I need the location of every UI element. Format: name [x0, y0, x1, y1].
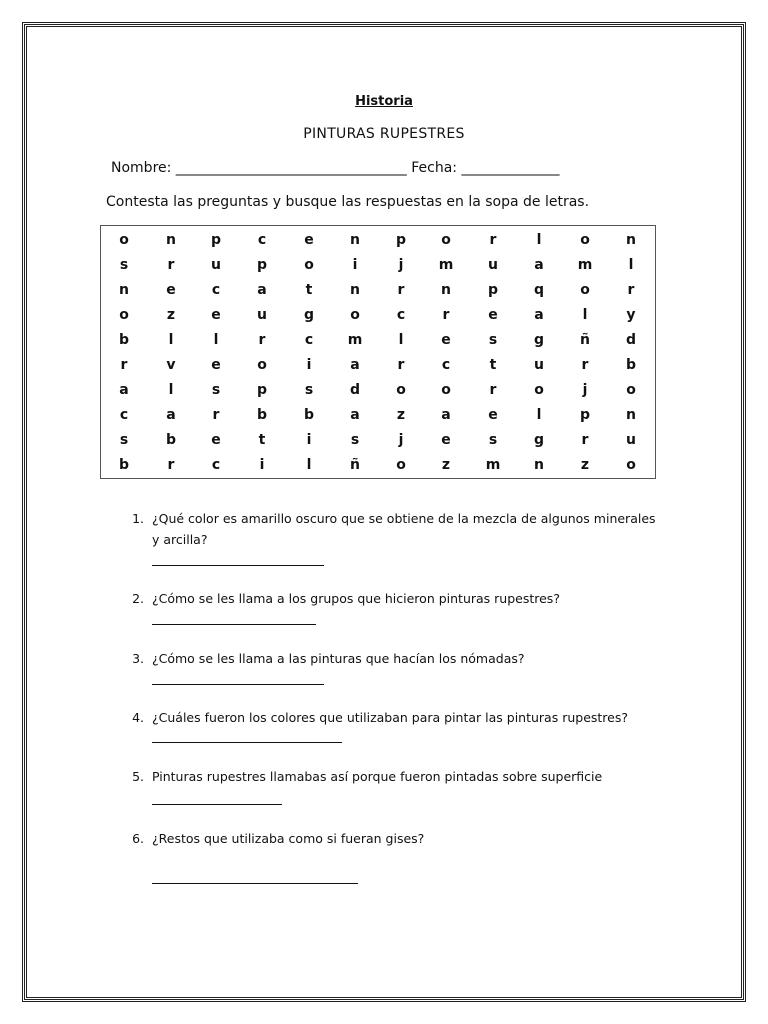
grid-row [101, 278, 655, 303]
grid-letter[interactable]: m [347, 332, 363, 348]
grid-letter[interactable]: z [396, 407, 406, 423]
grid-letter[interactable]: r [489, 232, 497, 248]
grid-letter[interactable]: o [441, 232, 451, 248]
question-number: 4. [132, 710, 144, 725]
question-text: ¿Cuáles fueron los colores que utilizaban para pintar las pinturas rupestres? [152, 710, 629, 725]
grid-letter[interactable]: y [626, 307, 636, 323]
grid-letter[interactable]: p [210, 232, 222, 248]
grid-letter[interactable]: d [625, 332, 637, 348]
grid-letter[interactable]: o [396, 457, 406, 473]
grid-letter[interactable]: p [395, 232, 407, 248]
grid-letter[interactable]: l [306, 457, 312, 473]
grid-letter[interactable]: c [396, 307, 406, 323]
grid-letter[interactable]: r [442, 307, 450, 323]
grid-letter[interactable]: p [256, 257, 268, 273]
grid-letter[interactable]: o [626, 457, 636, 473]
question-number: 3. [132, 651, 144, 666]
grid-letter[interactable]: s [119, 257, 129, 273]
grid-letter[interactable]: g [533, 432, 545, 448]
grid-letter[interactable]: z [441, 457, 451, 473]
document-title: Historia [355, 94, 413, 109]
grid-letter[interactable]: a [166, 407, 176, 423]
grid-letter[interactable]: c [211, 282, 221, 298]
grid-letter[interactable]: n [534, 457, 544, 473]
grid-letter[interactable]: o [580, 282, 590, 298]
grid-letter[interactable]: s [350, 432, 360, 448]
grid-letter[interactable]: g [533, 332, 545, 348]
grid-letter[interactable]: q [533, 282, 545, 298]
grid-letter[interactable]: e [441, 332, 451, 348]
grid-letter[interactable]: i [352, 257, 358, 273]
grid-letter[interactable]: e [166, 282, 176, 298]
grid-letter[interactable]: b [625, 357, 637, 373]
grid-letter[interactable]: c [119, 407, 129, 423]
grid-letter[interactable]: l [536, 407, 542, 423]
grid-letter[interactable]: l [168, 382, 174, 398]
grid-letter[interactable]: a [534, 257, 544, 273]
grid-letter[interactable]: o [119, 307, 129, 323]
grid-letter[interactable]: u [211, 257, 221, 273]
instructions-text: Contesta las preguntas y busque las respuestas en la sopa de letras. [106, 194, 590, 210]
grid-letter[interactable]: c [441, 357, 451, 373]
question-number: 5. [132, 769, 144, 784]
grid-letter[interactable]: o [626, 382, 636, 398]
grid-letter[interactable]: u [488, 257, 498, 273]
grid-letter[interactable]: i [259, 457, 265, 473]
grid-letter[interactable]: o [441, 382, 451, 398]
grid-letter[interactable]: o [119, 232, 129, 248]
grid-letter[interactable]: r [167, 457, 175, 473]
grid-letter[interactable]: b [118, 457, 130, 473]
grid-row [101, 378, 655, 403]
grid-letter[interactable]: j [582, 382, 588, 398]
answer-blank[interactable] [152, 803, 282, 805]
grid-letter[interactable]: e [211, 432, 221, 448]
question-text: ¿Cómo se les llama a los grupos que hicieron pinturas rupestres? [152, 591, 560, 606]
answer-blank[interactable] [152, 564, 324, 566]
grid-letter[interactable]: l [168, 332, 174, 348]
grid-letter[interactable]: c [257, 232, 267, 248]
grid-letter[interactable]: m [485, 457, 501, 473]
grid-row [101, 353, 655, 378]
grid-letter[interactable]: o [257, 357, 267, 373]
answer-blank[interactable] [152, 683, 324, 685]
name-date-line: Nombre: _________________________________ Fecha: ______________ [111, 160, 560, 176]
grid-letter[interactable]: o [396, 382, 406, 398]
grid-letter[interactable]: u [626, 432, 636, 448]
grid-letter[interactable]: s [488, 332, 498, 348]
grid-letter[interactable]: r [627, 282, 635, 298]
answer-blank[interactable] [152, 882, 358, 884]
grid-letter[interactable]: p [579, 407, 591, 423]
grid-letter[interactable]: m [438, 257, 454, 273]
grid-letter[interactable]: e [211, 357, 221, 373]
grid-letter[interactable]: ñ [580, 332, 590, 348]
grid-letter[interactable]: z [166, 307, 176, 323]
grid-letter[interactable]: b [256, 407, 268, 423]
grid-letter[interactable]: n [166, 232, 176, 248]
grid-letter[interactable]: o [580, 232, 590, 248]
grid-letter[interactable]: r [167, 257, 175, 273]
grid-letter[interactable]: n [441, 282, 451, 298]
question-number: 1. [132, 511, 144, 526]
grid-letter[interactable]: j [398, 257, 404, 273]
grid-letter[interactable]: e [304, 232, 314, 248]
grid-letter[interactable]: a [350, 407, 360, 423]
grid-letter[interactable]: r [581, 357, 589, 373]
grid-letter[interactable]: a [350, 357, 360, 373]
grid-letter[interactable]: c [211, 457, 221, 473]
grid-row [101, 328, 655, 353]
document-subtitle: PINTURAS RUPESTRES [303, 126, 465, 142]
grid-letter[interactable]: a [534, 307, 544, 323]
grid-letter[interactable]: n [350, 282, 360, 298]
grid-row [101, 403, 655, 428]
question-text: ¿Restos que utilizaba como si fueran gises? [152, 831, 425, 846]
grid-letter[interactable]: b [303, 407, 315, 423]
grid-row [101, 303, 655, 328]
grid-letter[interactable]: u [534, 357, 544, 373]
grid-letter[interactable]: z [580, 457, 590, 473]
answer-blank[interactable] [152, 741, 342, 743]
grid-letter[interactable]: l [398, 332, 404, 348]
grid-letter[interactable]: i [306, 432, 312, 448]
grid-letter[interactable]: r [120, 357, 128, 373]
grid-letter[interactable]: u [257, 307, 267, 323]
grid-letter[interactable]: t [258, 432, 266, 448]
grid-letter[interactable]: n [626, 407, 636, 423]
question-text: ¿Cómo se les llama a las pinturas que hacían los nómadas? [152, 651, 525, 666]
word-search-grid [100, 225, 656, 479]
grid-letter[interactable]: e [488, 307, 498, 323]
grid-letter[interactable]: l [213, 332, 219, 348]
grid-letter[interactable]: r [397, 357, 405, 373]
grid-letter[interactable]: d [349, 382, 361, 398]
grid-letter[interactable]: l [582, 307, 588, 323]
grid-letter[interactable]: a [257, 282, 267, 298]
question-text: ¿Qué color es amarillo oscuro que se obtiene de la mezcla de algunos minerales y arcilla? [152, 511, 656, 547]
grid-letter[interactable]: e [488, 407, 498, 423]
grid-letter[interactable]: m [577, 257, 593, 273]
grid-letter[interactable]: b [118, 332, 130, 348]
grid-letter[interactable]: n [119, 282, 129, 298]
grid-letter[interactable]: s [304, 382, 314, 398]
grid-letter[interactable]: a [119, 382, 129, 398]
grid-letter[interactable]: r [258, 332, 266, 348]
grid-letter[interactable]: s [119, 432, 129, 448]
grid-letter[interactable]: b [165, 432, 177, 448]
question-number: 6. [132, 831, 144, 846]
grid-letter[interactable]: o [350, 307, 360, 323]
grid-letter[interactable]: l [536, 232, 542, 248]
grid-letter[interactable]: t [305, 282, 313, 298]
grid-letter[interactable]: ñ [350, 457, 360, 473]
grid-letter[interactable]: r [212, 407, 220, 423]
grid-letter[interactable]: r [581, 432, 589, 448]
grid-letter[interactable]: r [489, 382, 497, 398]
grid-letter[interactable]: o [304, 257, 314, 273]
grid-letter[interactable]: l [628, 257, 634, 273]
grid-letter[interactable]: v [166, 357, 176, 373]
question-number: 2. [132, 591, 144, 606]
grid-letter[interactable]: c [304, 332, 314, 348]
grid-row [101, 453, 655, 478]
grid-letter[interactable]: a [441, 407, 451, 423]
grid-letter[interactable]: o [534, 382, 544, 398]
grid-letter[interactable]: t [489, 357, 497, 373]
grid-letter[interactable]: n [350, 232, 360, 248]
grid-letter[interactable]: e [441, 432, 451, 448]
grid-letter[interactable]: e [211, 307, 221, 323]
grid-row [101, 428, 655, 453]
grid-letter[interactable]: n [626, 232, 636, 248]
grid-row [101, 228, 655, 253]
grid-letter[interactable]: s [488, 432, 498, 448]
grid-letter[interactable]: p [487, 282, 499, 298]
grid-letter[interactable]: i [306, 357, 312, 373]
grid-letter[interactable]: p [256, 382, 268, 398]
answer-blank[interactable] [152, 623, 316, 625]
grid-letter[interactable]: j [398, 432, 404, 448]
question-text: Pinturas rupestres llamabas así porque fueron pintadas sobre superficie [152, 769, 603, 784]
grid-letter[interactable]: g [303, 307, 315, 323]
grid-row [101, 253, 655, 278]
grid-letter[interactable]: r [397, 282, 405, 298]
grid-letter[interactable]: s [211, 382, 221, 398]
